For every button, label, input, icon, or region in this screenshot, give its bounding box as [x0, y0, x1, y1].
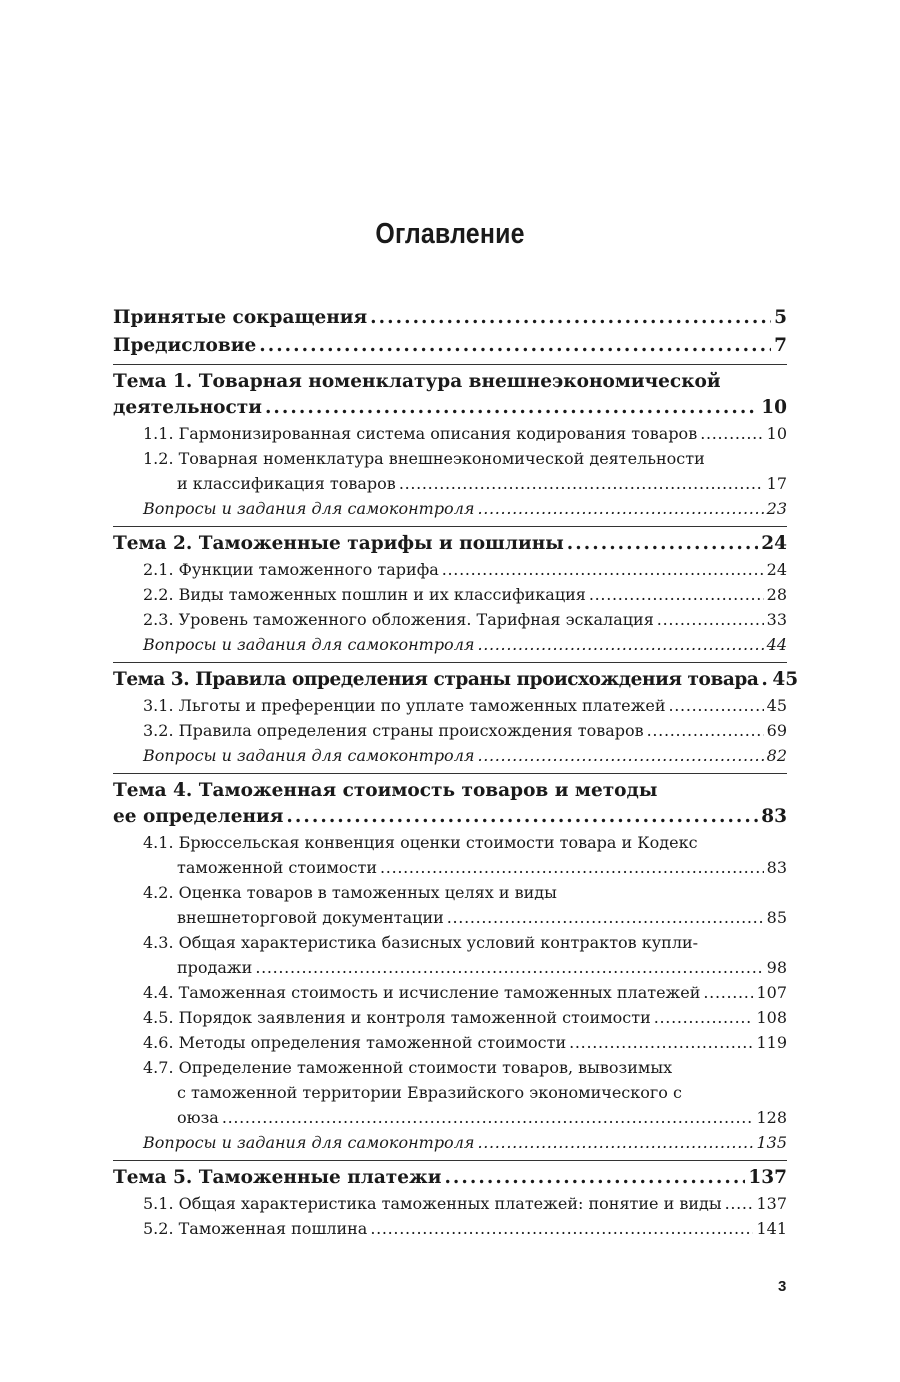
toc-entry-label-cont: и классификация товаров: [177, 474, 396, 493]
toc-entry-label: Принятые сокращения: [113, 307, 368, 328]
toc-entry-4-2[interactable]: [143, 880, 787, 930]
toc-entry-2-3[interactable]: [143, 607, 787, 632]
toc-entry-label: 3.1. Льготы и преференции по уплате таможенных платежей: [143, 696, 666, 715]
toc-entry-5-2[interactable]: [143, 1216, 787, 1241]
leader-dots: [569, 1030, 753, 1055]
toc-entry-label: 4.7. Определение таможенной стоимости товаров, вывозимых: [143, 1058, 673, 1077]
toc-entry-theme-3[interactable]: [113, 667, 799, 693]
toc-entry-2-1[interactable]: [143, 557, 787, 582]
toc-page-number: 10: [766, 424, 787, 443]
toc-entry-4-6[interactable]: [143, 1030, 787, 1055]
toc-entry-3-1[interactable]: [143, 693, 787, 718]
leader-dots: [370, 305, 771, 331]
toc-entry-label: 4.3. Общая характеристика базисных условий контрактов купли-: [143, 933, 699, 952]
toc-entry-label: Предисловие: [113, 335, 257, 356]
leader-dots: [567, 531, 758, 557]
toc-page-number: 23: [766, 499, 787, 518]
leader-dots: [442, 557, 764, 582]
toc-entry-theme-1[interactable]: [113, 369, 787, 421]
toc-group-theme-4: [113, 773, 787, 1155]
leader-dots: [700, 421, 763, 446]
toc-page-number: 24: [766, 560, 787, 579]
leader-dots: [725, 1191, 754, 1216]
leader-dots: [589, 582, 764, 607]
toc-entry-label-cont: ее определения: [113, 806, 284, 827]
toc-entry-label: 4.4. Таможенная стоимость и исчисление таможенных платежей: [143, 983, 701, 1002]
toc-page-number: 45: [766, 696, 787, 715]
toc-entry-label: Вопросы и задания для самоконтроля: [143, 635, 475, 654]
toc-page-number: 119: [756, 1033, 787, 1052]
leader-dots: [444, 1165, 745, 1191]
toc-page-number: 108: [756, 1008, 787, 1027]
toc-entry-label-cont: деятельности: [113, 397, 262, 418]
toc-entry-label: 4.2. Оценка товаров в таможенных целях и виды: [143, 883, 557, 902]
leader-dots: [669, 693, 764, 718]
toc-entry-theme-4[interactable]: [113, 778, 787, 830]
leader-dots: [761, 667, 769, 693]
toc-entry-questions-1[interactable]: [143, 496, 787, 521]
toc-entry-4-7[interactable]: [143, 1055, 787, 1130]
toc-entry-4-3[interactable]: [143, 930, 787, 980]
toc-page-number: 5: [774, 307, 787, 328]
toc-entry-label: Вопросы и задания для самоконтроля: [143, 499, 475, 518]
toc-entry-questions-3[interactable]: [143, 743, 787, 768]
toc-entry-4-4[interactable]: [143, 980, 787, 1005]
toc-page-number: 83: [766, 858, 787, 877]
toc-entry-label: 1.1. Гармонизированная система описания кодирования товаров: [143, 424, 698, 443]
leader-dots: [286, 804, 758, 830]
leader-dots: [222, 1105, 754, 1130]
toc-page-number: 45: [772, 669, 799, 690]
toc-entry-3-2[interactable]: [143, 718, 787, 743]
toc-group-theme-1: [113, 364, 787, 521]
toc-page-number: 85: [766, 908, 787, 927]
page-title: Оглавление: [375, 218, 525, 250]
toc-entry-label: Вопросы и задания для самоконтроля: [143, 746, 475, 765]
toc-page-number: 82: [766, 746, 787, 765]
toc-entry-label: 4.6. Методы определения таможенной стоимости: [143, 1033, 567, 1052]
toc-page-number: 135: [756, 1133, 787, 1152]
leader-dots: [447, 905, 764, 930]
toc-entry-label: 4.5. Порядок заявления и контроля таможенной стоимости: [143, 1008, 651, 1027]
toc-group-theme-2: [113, 526, 787, 657]
toc-entry-label: Тема 3. Правила определения страны происхождения товара: [113, 669, 759, 690]
toc-entry-label: 2.1. Функции таможенного тарифа: [143, 560, 439, 579]
toc-entry-theme-2[interactable]: [113, 531, 787, 557]
leader-dots: [265, 395, 758, 421]
toc-entry-label: 1.2. Товарная номенклатура внешнеэкономической деятельности: [143, 449, 705, 468]
toc-entry-label: Вопросы и задания для самоконтроля: [143, 1133, 475, 1152]
leader-dots: [380, 855, 764, 880]
page-number: 3: [778, 1278, 787, 1295]
leader-dots: [657, 607, 764, 632]
toc-entry-theme-5[interactable]: [113, 1165, 787, 1191]
toc-entry-label: Тема 5. Таможенные платежи: [113, 1167, 442, 1188]
leader-dots: [477, 743, 763, 768]
toc-entry-label: Тема 4. Таможенная стоимость товаров и методы: [113, 780, 658, 801]
toc-entry-4-1[interactable]: [143, 830, 787, 880]
toc-page-number: 137: [748, 1167, 787, 1188]
toc-entry-questions-2[interactable]: [143, 632, 787, 657]
toc-entry-abbreviations[interactable]: [113, 305, 787, 331]
toc-page-number: 83: [761, 806, 787, 827]
leader-dots: [703, 980, 753, 1005]
toc-entry-1-1[interactable]: [143, 421, 787, 446]
leader-dots: [654, 1005, 754, 1030]
toc-entry-4-5[interactable]: [143, 1005, 787, 1030]
toc-entry-2-2[interactable]: [143, 582, 787, 607]
toc-page-number: 24: [761, 533, 787, 554]
toc-page-number: 7: [774, 335, 787, 356]
leader-dots: [477, 632, 763, 657]
toc-page-number: 128: [756, 1108, 787, 1127]
toc-entry-label: 2.3. Уровень таможенного обложения. Тарифная эскалация: [143, 610, 654, 629]
toc-entry-label: 3.2. Правила определения страны происхождения товаров: [143, 721, 644, 740]
toc-page-number: 33: [766, 610, 787, 629]
toc-group-theme-5: [113, 1160, 787, 1241]
toc-page-number: 107: [756, 983, 787, 1002]
toc-entry-label: Тема 1. Товарная номенклатура внешнеэкономической: [113, 371, 721, 392]
toc-entry-label: 2.2. Виды таможенных пошлин и их классификация: [143, 585, 586, 604]
leader-dots: [399, 471, 764, 496]
toc-page-number: 28: [766, 585, 787, 604]
leader-dots: [370, 1216, 753, 1241]
toc-page-number: 10: [761, 397, 787, 418]
toc-entry-label: Тема 2. Таможенные тарифы и пошлины: [113, 533, 564, 554]
toc-page-number: 69: [766, 721, 787, 740]
leader-dots: [259, 333, 771, 359]
leader-dots: [477, 496, 763, 521]
leader-dots: [647, 718, 764, 743]
toc-entry-questions-4[interactable]: [143, 1130, 787, 1155]
toc-entry-5-1[interactable]: [143, 1191, 787, 1216]
toc-page-number: 141: [756, 1219, 787, 1238]
toc-entry-1-2[interactable]: [143, 446, 787, 496]
toc-page-number: 137: [756, 1194, 787, 1213]
leader-dots: [255, 955, 763, 980]
toc-group-theme-3: [113, 662, 799, 768]
toc-entry-label: 5.1. Общая характеристика таможенных платежей: понятие и виды: [143, 1194, 722, 1213]
toc-page-number: 98: [766, 958, 787, 977]
toc-entry-label-cont: продажи: [177, 958, 253, 977]
toc-group-front: [113, 305, 787, 359]
toc-entry-label: 4.1. Брюссельская конвенция оценки стоимости товара и Кодекс: [143, 833, 698, 852]
toc-entry-label-cont: оюза: [177, 1108, 219, 1127]
toc-entry-label-cont: таможенной стоимости: [177, 858, 378, 877]
toc-entry-label: 5.2. Таможенная пошлина: [143, 1219, 368, 1238]
toc-entry-preface[interactable]: [113, 333, 787, 359]
toc-entry-label-cont: внешнеторговой документации: [177, 908, 444, 927]
table-of-contents: [113, 305, 799, 1241]
toc-page-number: 17: [766, 474, 787, 493]
toc-page-number: 44: [766, 635, 787, 654]
leader-dots: [477, 1130, 753, 1155]
toc-entry-label-cont: с таможенной территории Евразийского экономического с: [177, 1083, 682, 1102]
